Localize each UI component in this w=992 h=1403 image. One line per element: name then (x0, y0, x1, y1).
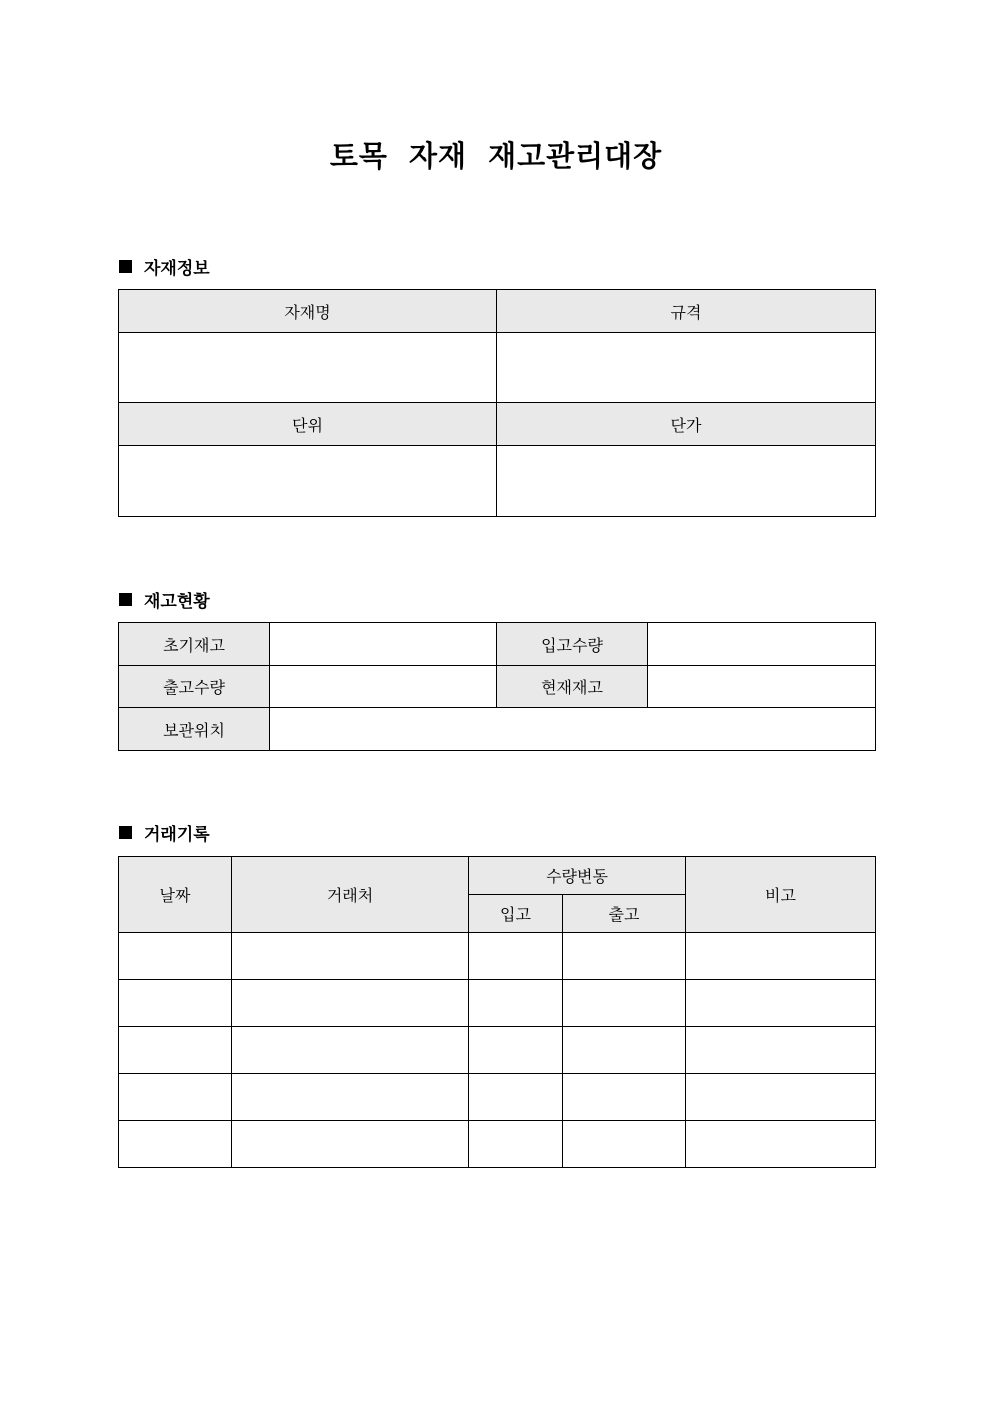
section-heading-transactions (119, 820, 210, 845)
date-cell[interactable] (119, 980, 232, 1027)
note-cell[interactable] (686, 1121, 876, 1168)
partner-cell[interactable] (232, 1027, 469, 1074)
label-material-name: 자재명 (119, 290, 497, 333)
section-title: 거래기록 (144, 825, 210, 845)
partner-cell[interactable] (232, 1074, 469, 1121)
table-row (119, 1121, 876, 1168)
inbound-qty-field[interactable] (648, 623, 876, 666)
square-bullet-icon (119, 260, 132, 273)
table-row (119, 1027, 876, 1074)
column-header-out: 출고 (563, 895, 686, 933)
out-cell[interactable] (563, 933, 686, 980)
date-cell[interactable] (119, 1027, 232, 1074)
partner-cell[interactable] (232, 1121, 469, 1168)
stock-status-table (118, 622, 876, 751)
initial-stock-field[interactable] (270, 623, 497, 666)
out-cell[interactable] (563, 980, 686, 1027)
out-cell[interactable] (563, 1074, 686, 1121)
material-info-table (118, 289, 876, 517)
column-header-qty-change: 수량변동 (469, 857, 686, 895)
label-storage-location: 보관위치 (119, 708, 270, 751)
label-unit-price: 단가 (497, 403, 876, 446)
note-cell[interactable] (686, 1027, 876, 1074)
label-current-stock: 현재재고 (497, 666, 648, 708)
out-cell[interactable] (563, 1027, 686, 1074)
in-cell[interactable] (469, 1074, 563, 1121)
in-cell[interactable] (469, 980, 563, 1027)
square-bullet-icon (119, 593, 132, 606)
material-name-field[interactable] (119, 333, 497, 403)
section-title: 재고현황 (144, 592, 210, 612)
label-initial-stock: 초기재고 (119, 623, 270, 666)
table-row (119, 980, 876, 1027)
in-cell[interactable] (469, 1121, 563, 1168)
label-unit: 단위 (119, 403, 497, 446)
spec-field[interactable] (497, 333, 876, 403)
table-row (119, 1074, 876, 1121)
unit-field[interactable] (119, 446, 497, 517)
label-inbound-qty: 입고수량 (497, 623, 648, 666)
note-cell[interactable] (686, 1074, 876, 1121)
section-heading-stock-status (119, 587, 210, 612)
storage-location-field[interactable] (270, 708, 876, 751)
in-cell[interactable] (469, 1027, 563, 1074)
note-cell[interactable] (686, 933, 876, 980)
column-header-in: 입고 (469, 895, 563, 933)
unit-price-field[interactable] (497, 446, 876, 517)
square-bullet-icon (119, 826, 132, 839)
document-title: 토목 자재 재고관리대장 (329, 139, 663, 173)
partner-cell[interactable] (232, 980, 469, 1027)
in-cell[interactable] (469, 933, 563, 980)
column-header-note: 비고 (686, 857, 876, 933)
partner-cell[interactable] (232, 933, 469, 980)
column-header-partner: 거래처 (232, 857, 469, 933)
label-outbound-qty: 출고수량 (119, 666, 270, 708)
date-cell[interactable] (119, 1074, 232, 1121)
transactions-table (118, 856, 876, 1168)
label-spec: 규격 (497, 290, 876, 333)
column-header-date: 날짜 (119, 857, 232, 933)
date-cell[interactable] (119, 933, 232, 980)
date-cell[interactable] (119, 1121, 232, 1168)
note-cell[interactable] (686, 980, 876, 1027)
section-title: 자재정보 (144, 259, 210, 279)
out-cell[interactable] (563, 1121, 686, 1168)
section-heading-material-info (119, 254, 210, 279)
current-stock-field[interactable] (648, 666, 876, 708)
table-row (119, 933, 876, 980)
outbound-qty-field[interactable] (270, 666, 497, 708)
